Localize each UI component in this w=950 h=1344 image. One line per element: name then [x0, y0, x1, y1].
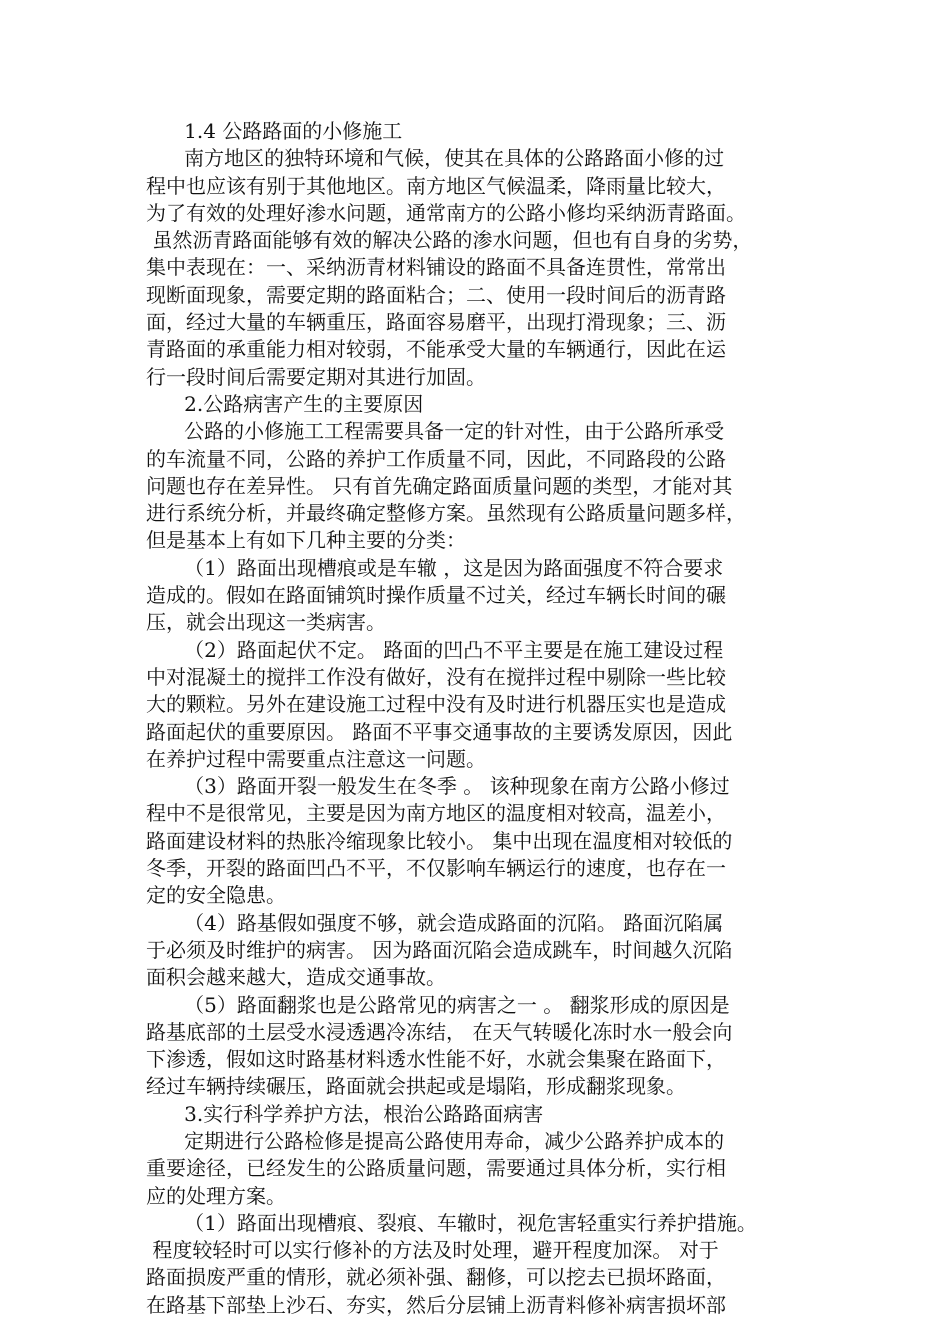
text-line: 在路基下部垫上沙石、夯实，然后分层铺上沥青料修补病害损坏部 [146, 1292, 726, 1317]
text-line: 于必须及时维护的病害。 因为路面沉陷会造成跳车，时间越久沉陷 [146, 937, 733, 962]
text-line: 的车流量不同，公路的养护工作质量不同，因此，不同路段的公路 [146, 446, 726, 471]
text-line: 路面建设材料的热胀冷缩现象比较小。 集中出现在温度相对较低的 [146, 828, 733, 853]
text-line: 程中也应该有别于其他地区。南方地区气候温柔，降雨量比较大， [146, 173, 726, 198]
text-line: （1）路面出现槽痕、裂痕、车辙时，视危害轻重实行养护措施。 [146, 1210, 757, 1235]
text-line: （3）路面开裂一般发生在冬季 。 该种现象在南方公路小修过 [146, 774, 730, 799]
text-line: 造成的。假如在路面铺筑时操作质量不过关，经过车辆长时间的碾 [146, 583, 726, 608]
text-line: 应的处理方案。 [146, 1183, 286, 1208]
text-line: 进行系统分析，并最终确定整修方案。虽然现有公路质量问题多样， [146, 501, 746, 526]
text-line: （2）路面起伏不定。 路面的凹凸不平主要是在施工建设过程 [146, 637, 724, 662]
text-line: 公路的小修施工工程需要具备一定的针对性，由于公路所承受 [146, 419, 725, 444]
text-line: 青路面的承重能力相对较弱，不能承受大量的车辆通行，因此在运 [146, 337, 726, 362]
text-line: （4）路基假如强度不够，就会造成路面的沉陷。 路面沉陷属 [146, 910, 724, 935]
text-line: 3.实行科学养护方法，根治公路路面病害 [146, 1101, 544, 1126]
text-line: 经过车辆持续碾压，路面就会拱起或是塌陷，形成翻浆现象。 [146, 1074, 686, 1099]
text-line: 但是基本上有如下几种主要的分类： [146, 528, 466, 553]
text-line: 面积会越来越大，造成交通事故。 [146, 965, 446, 990]
text-line: 面，经过大量的车辆重压，路面容易磨平，出现打滑现象；三、沥 [146, 310, 726, 335]
text-line: 问题也存在差异性。 只有首先确定路面质量问题的类型，才能对其 [146, 473, 733, 498]
text-line: 路面起伏的重要原因。 路面不平事交通事故的主要诱发原因，因此 [146, 719, 733, 744]
text-line: 定期进行公路检修是提高公路使用寿命，减少公路养护成本的 [146, 1128, 725, 1153]
text-line: 现断面现象，需要定期的路面粘合；二、使用一段时间后的沥青路 [146, 282, 726, 307]
text-line: 1.4 公路路面的小修施工 [146, 119, 403, 143]
text-line: 下渗透，假如这时路基材料透水性能不好，水就会集聚在路面下， [146, 1047, 726, 1072]
text-line: 为了有效的处理好渗水问题，通常南方的公路小修均采纳沥青路面。 [146, 200, 746, 225]
text-line: 冬季，开裂的路面凹凸不平，不仅影响车辆运行的速度，也存在一 [146, 856, 726, 881]
text-line: （5）路面翻浆也是公路常见的病害之一 。 翻浆形成的原因是 [146, 992, 730, 1017]
text-line: 路基底部的土层受水浸透遇冷冻结， 在天气转暖化冻时水一般会向 [146, 1019, 733, 1044]
text-line: 行一段时间后需要定期对其进行加固。 [146, 364, 486, 389]
text-line: 在养护过程中需要重点注意这一问题。 [146, 746, 486, 771]
text-line: 定的安全隐患。 [146, 883, 286, 908]
text-line: 路面损废严重的情形，就必须补强、翻修，可以挖去已损坏路面， [146, 1265, 726, 1290]
text-line: （1）路面出现槽痕或是车辙 ，这是因为路面强度不符合要求 [146, 555, 724, 580]
text-line: 程度较轻时可以实行修补的方法及时处理，避开程度加深。 对于 [146, 1238, 719, 1263]
text-line: 中对混凝土的搅拌工作没有做好，没有在搅拌过程中剔除一些比较 [146, 664, 726, 689]
text-line: 大的颗粒。另外在建设施工过程中没有及时进行机器压实也是造成 [146, 692, 726, 717]
text-line: 虽然沥青路面能够有效的解决公路的渗水问题，但也有自身的劣势， [146, 228, 753, 253]
text-line: 重要途径，已经发生的公路质量问题，需要通过具体分析，实行相 [146, 1156, 726, 1181]
body-text [146, 118, 816, 1319]
text-line: 集中表现在：一、采纳沥青材料铺设的路面不具备连贯性，常常出 [146, 255, 726, 280]
text-line: 南方地区的独特环境和气候，使其在具体的公路路面小修的过 [146, 146, 725, 171]
text-line: 压，就会出现这一类病害。 [146, 610, 386, 635]
text-line: 程中不是很常见，主要是因为南方地区的温度相对较高，温差小， [146, 801, 726, 826]
text-line: 2.公路病害产生的主要原因 [146, 391, 424, 416]
